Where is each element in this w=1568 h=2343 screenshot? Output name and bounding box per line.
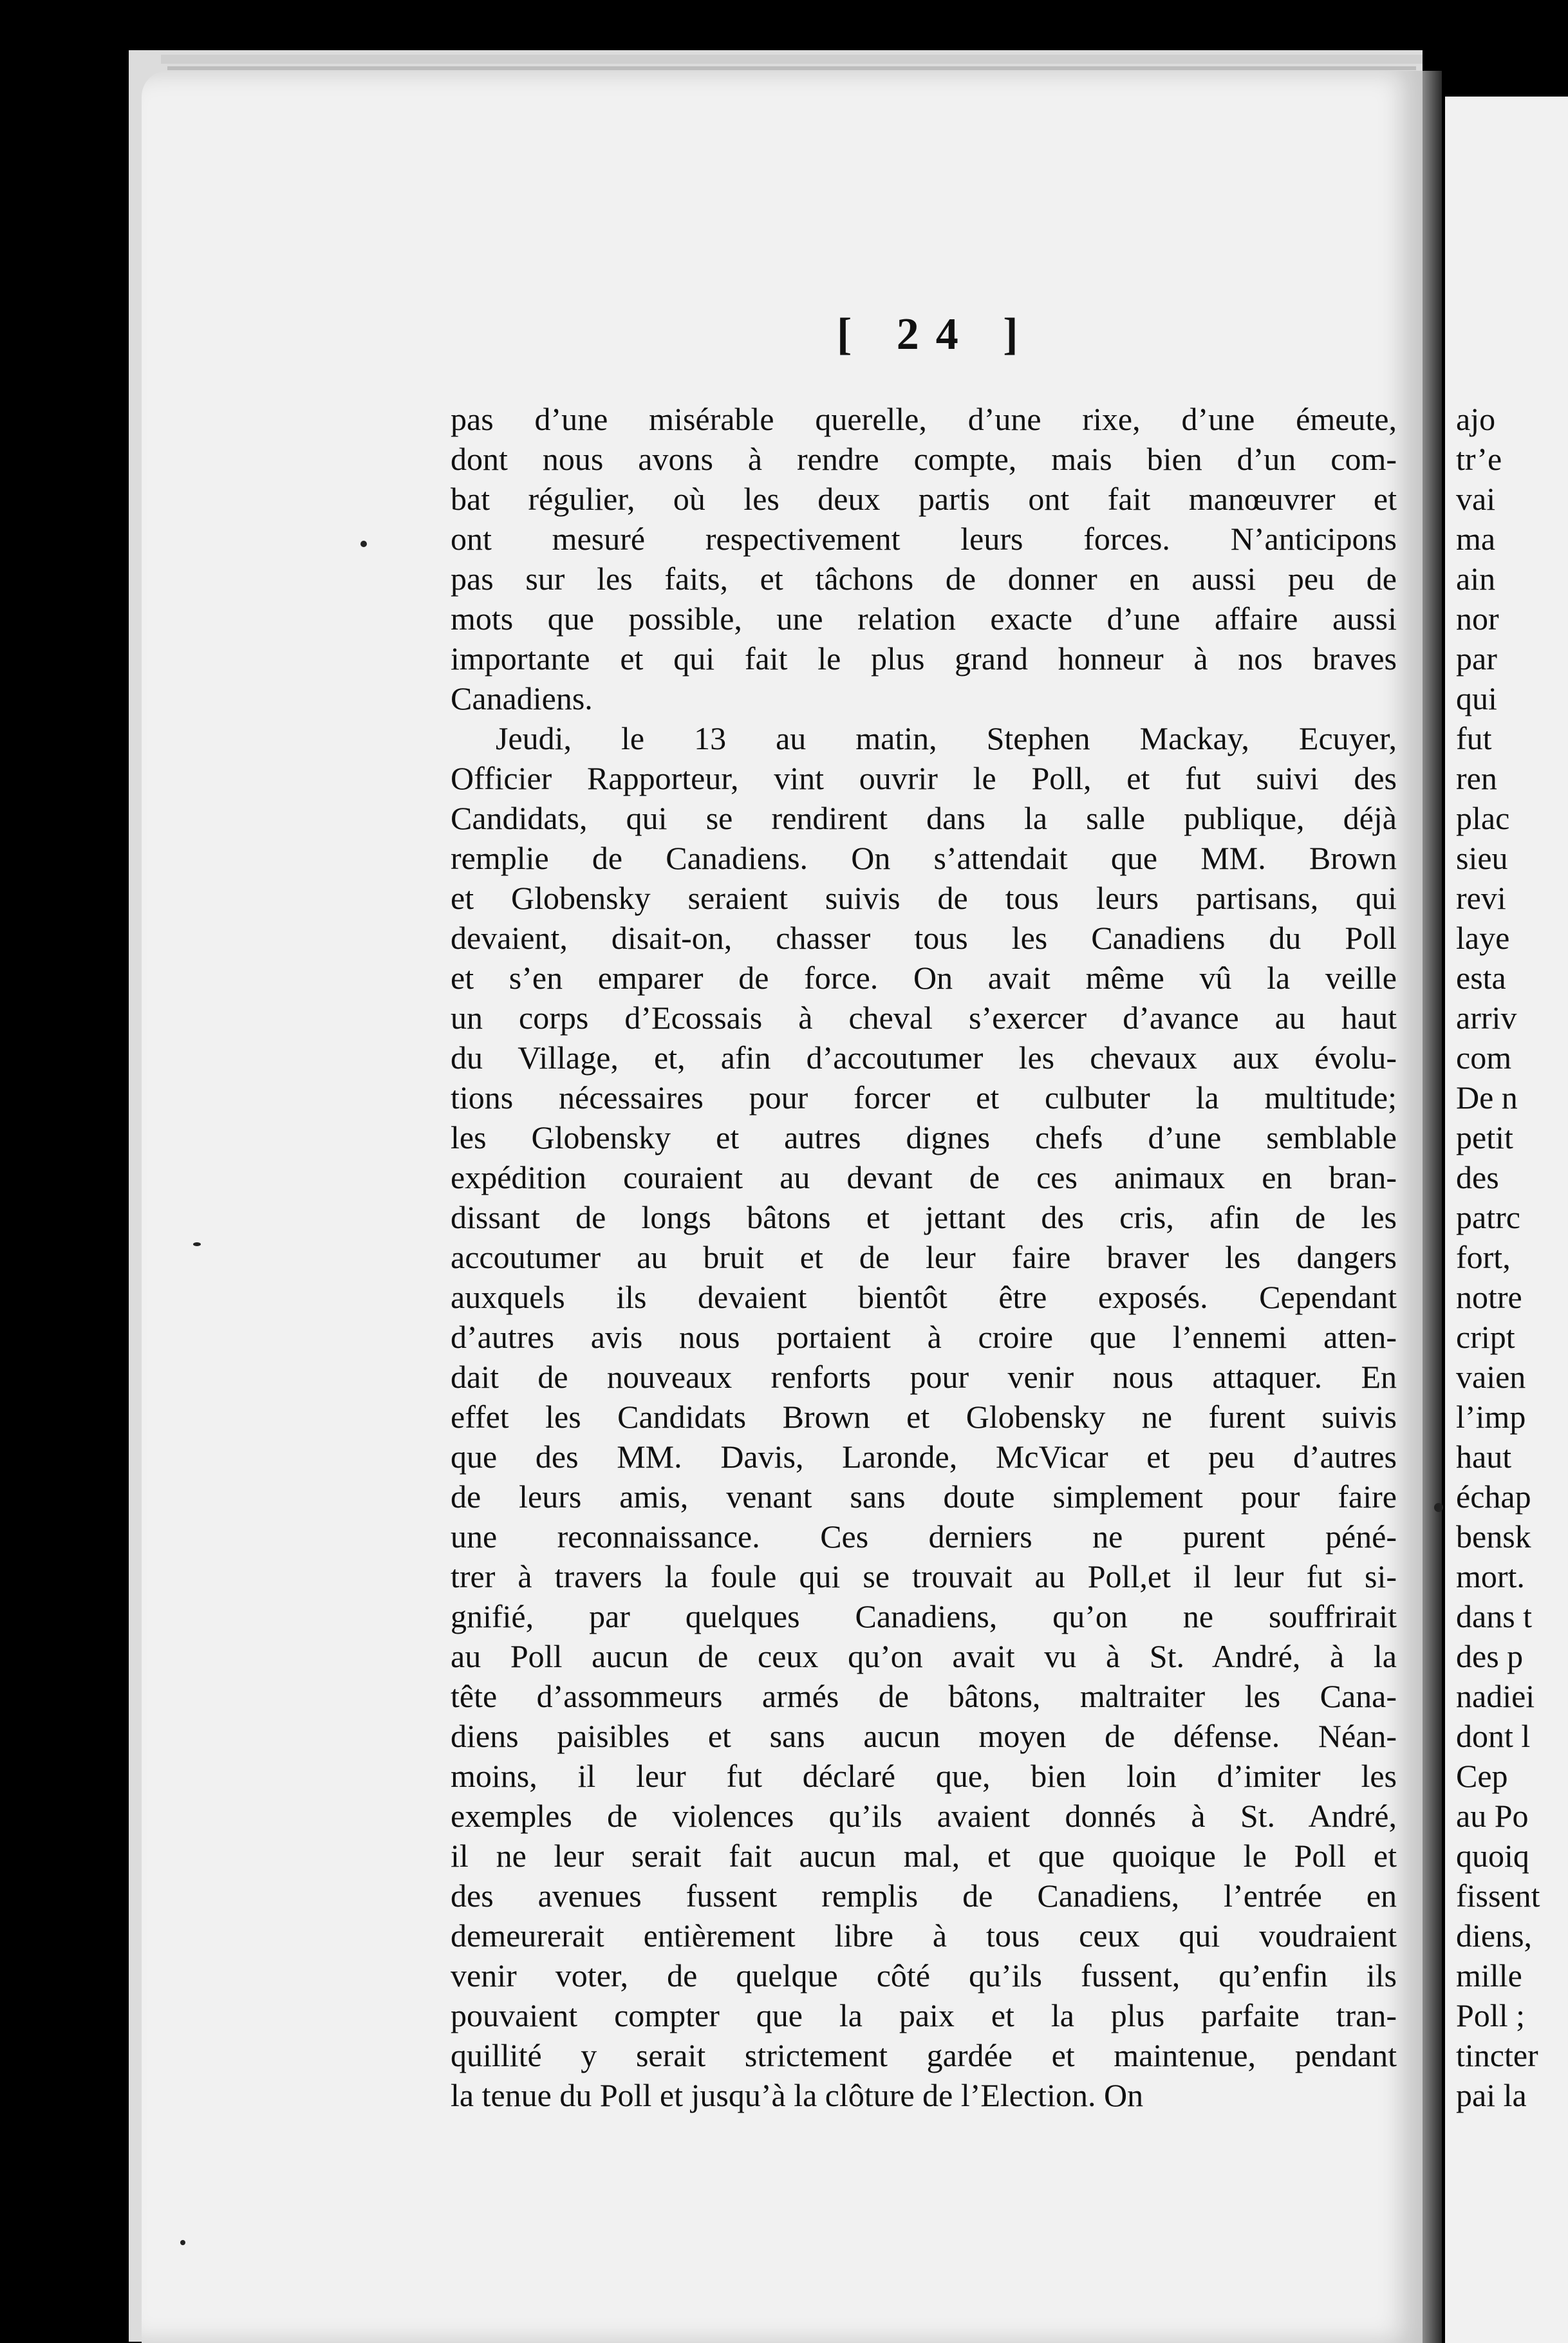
- text-line: tions nécessaires pour forcer et culbuter la multitude;: [451, 1079, 1397, 1115]
- print-speck: [360, 541, 367, 547]
- text-line: et s’en emparer de force. On avait même vû la veille: [451, 960, 1397, 996]
- text-line-fragment: ain: [1456, 561, 1496, 597]
- text-line: pas d’une misérable querelle, d’une rixe, d’une émeute,: [451, 401, 1397, 437]
- text-line: du Village, et, afin d’accoutumer les chevaux aux évolu-: [451, 1040, 1397, 1076]
- text-line: Candidats, qui se rendirent dans la salle publique, déjà: [451, 800, 1397, 836]
- text-line-fragment: com: [1456, 1040, 1512, 1076]
- text-line: un corps d’Ecossais à cheval s’exercer d’avance au haut: [451, 1000, 1397, 1036]
- text-line-fragment: l’imp: [1456, 1399, 1526, 1435]
- text-line: les Globensky et autres dignes chefs d’une semblable: [451, 1119, 1397, 1155]
- text-line-fragment: nadiei: [1456, 1678, 1535, 1714]
- text-line-fragment: haut: [1456, 1439, 1512, 1475]
- text-line: moins, il leur fut déclaré que, bien loin d’imiter les: [451, 1758, 1397, 1794]
- text-line-fragment: pai la: [1456, 2077, 1527, 2113]
- text-line-fragment: des p: [1456, 1638, 1524, 1674]
- print-speck: [1434, 1503, 1443, 1512]
- text-line: trer à travers la foule qui se trouvait au Poll,et il leur fut si-: [451, 1558, 1397, 1594]
- text-line-fragment: des: [1456, 1159, 1499, 1195]
- text-line: venir voter, de quelque côté qu’ils fussent, qu’enfin ils: [451, 1957, 1397, 1993]
- text-line-fragment: ma: [1456, 521, 1496, 557]
- text-line: Jeudi, le 13 au matin, Stephen Mackay, Ecuyer,: [496, 720, 1397, 756]
- text-line-fragment: bensk: [1456, 1518, 1531, 1554]
- text-line-fragment: Cep: [1456, 1758, 1508, 1794]
- text-line-fragment: diens,: [1456, 1918, 1533, 1954]
- body-text-right-fragment: [1456, 399, 1568, 2115]
- text-line-fragment: au Po: [1456, 1798, 1529, 1834]
- text-line: d’autres avis nous portaient à croire que l’ennemi atten-: [451, 1319, 1397, 1355]
- text-line-fragment: De n: [1456, 1079, 1518, 1115]
- text-line: Officier Rapporteur, vint ouvrir le Poll, et fut suivi des: [451, 760, 1397, 796]
- text-line-fragment: laye: [1456, 920, 1510, 956]
- text-line: exemples de violences qu’ils avaient donnés à St. André,: [451, 1798, 1397, 1834]
- text-line-fragment: quoiq: [1456, 1838, 1529, 1874]
- body-text-left: [451, 399, 1397, 2115]
- text-line-fragment: ren: [1456, 760, 1497, 796]
- text-line-fragment: mort.: [1456, 1558, 1525, 1594]
- text-line-fragment: dont l: [1456, 1718, 1531, 1754]
- text-line-fragment: tr’e: [1456, 441, 1502, 477]
- text-line-fragment: fort,: [1456, 1239, 1511, 1275]
- page-edge: [167, 66, 1416, 70]
- text-line: bat régulier, où les deux partis ont fait manœuvrer et: [451, 481, 1397, 517]
- print-speck: [193, 1242, 201, 1246]
- text-line-fragment: vai: [1456, 481, 1496, 517]
- text-line: accoutumer au bruit et de leur faire braver les dangers: [451, 1239, 1397, 1275]
- text-line-fragment: fissent: [1456, 1878, 1540, 1914]
- page-edge: [161, 55, 1423, 64]
- text-line: diens paisibles et sans aucun moyen de défense. Néan-: [451, 1718, 1397, 1754]
- text-line-fragment: fut: [1456, 720, 1492, 756]
- text-line: quillité y serait strictement gardée et maintenue, pendant: [451, 2037, 1397, 2073]
- text-line: mots que possible, une relation exacte d’une affaire aussi: [451, 601, 1397, 637]
- text-line-fragment: revi: [1456, 880, 1506, 916]
- text-line-fragment: plac: [1456, 800, 1510, 836]
- text-line-fragment: arriv: [1456, 1000, 1517, 1036]
- text-line: effet les Candidats Brown et Globensky ne furent suivis: [451, 1399, 1397, 1435]
- text-line-fragment: vaien: [1456, 1359, 1526, 1395]
- text-line: Canadiens.: [451, 680, 593, 716]
- text-line: tête d’assommeurs armés de bâtons, maltraiter les Cana-: [451, 1678, 1397, 1714]
- text-line: il ne leur serait fait aucun mal, et que quoique le Poll et: [451, 1838, 1397, 1874]
- text-line: pouvaient compter que la paix et la plus parfaite tran-: [451, 1997, 1397, 2033]
- text-line-fragment: dans t: [1456, 1598, 1533, 1634]
- text-line: et Globensky seraient suivis de tous leurs partisans, qui: [451, 880, 1397, 916]
- book-gutter: [1423, 71, 1442, 2343]
- text-line-fragment: cript: [1456, 1319, 1515, 1355]
- text-line-fragment: patrc: [1456, 1199, 1520, 1235]
- text-line: la tenue du Poll et jusqu’à la clôture de l’Election. On: [451, 2077, 1144, 2113]
- print-speck: [180, 2240, 185, 2245]
- page-number: [ 24 ]: [837, 310, 1035, 359]
- text-line-fragment: échap: [1456, 1479, 1531, 1515]
- text-line-fragment: nor: [1456, 601, 1499, 637]
- text-line-fragment: notre: [1456, 1279, 1522, 1315]
- text-line-fragment: esta: [1456, 960, 1506, 996]
- text-line: dait de nouveaux renforts pour venir nous attaquer. En: [451, 1359, 1397, 1395]
- text-line-fragment: ajo: [1456, 401, 1496, 437]
- text-line: demeurerait entièrement libre à tous ceux qui voudraient: [451, 1918, 1397, 1954]
- text-line: dont nous avons à rendre compte, mais bien d’un com-: [451, 441, 1397, 477]
- text-line: ont mesuré respectivement leurs forces. N’anticipons: [451, 521, 1397, 557]
- text-line: dissant de longs bâtons et jettant des cris, afin de les: [451, 1199, 1397, 1235]
- text-line: au Poll aucun de ceux qu’on avait vu à St. André, à la: [451, 1638, 1397, 1674]
- text-line: remplie de Canadiens. On s’attendait que MM. Brown: [451, 840, 1397, 876]
- text-line-fragment: tincter: [1456, 2037, 1538, 2073]
- text-line-fragment: Poll ;: [1456, 1997, 1525, 2033]
- text-line: gnifié, par quelques Canadiens, qu’on ne souffrirait: [451, 1598, 1397, 1634]
- text-line: auxquels ils devaient bientôt être exposés. Cependant: [451, 1279, 1397, 1315]
- text-line: des avenues fussent remplis de Canadiens, l’entrée en: [451, 1878, 1397, 1914]
- text-line-fragment: petit: [1456, 1119, 1513, 1155]
- text-line: importante et qui fait le plus grand honneur à nos braves: [451, 640, 1397, 677]
- text-line: que des MM. Davis, Laronde, McVicar et peu d’autres: [451, 1439, 1397, 1475]
- text-line: expédition couraient au devant de ces animaux en bran-: [451, 1159, 1397, 1195]
- text-line: devaient, disait-on, chasser tous les Canadiens du Poll: [451, 920, 1397, 956]
- text-line-fragment: sieu: [1456, 840, 1508, 876]
- text-line-fragment: par: [1456, 640, 1497, 677]
- text-line: une reconnaissance. Ces derniers ne purent péné-: [451, 1518, 1397, 1554]
- text-line-fragment: mille: [1456, 1957, 1522, 1993]
- text-line-fragment: qui: [1456, 680, 1497, 716]
- text-line: de leurs amis, venant sans doute simplement pour faire: [451, 1479, 1397, 1515]
- text-line: pas sur les faits, et tâchons de donner en aussi peu de: [451, 561, 1397, 597]
